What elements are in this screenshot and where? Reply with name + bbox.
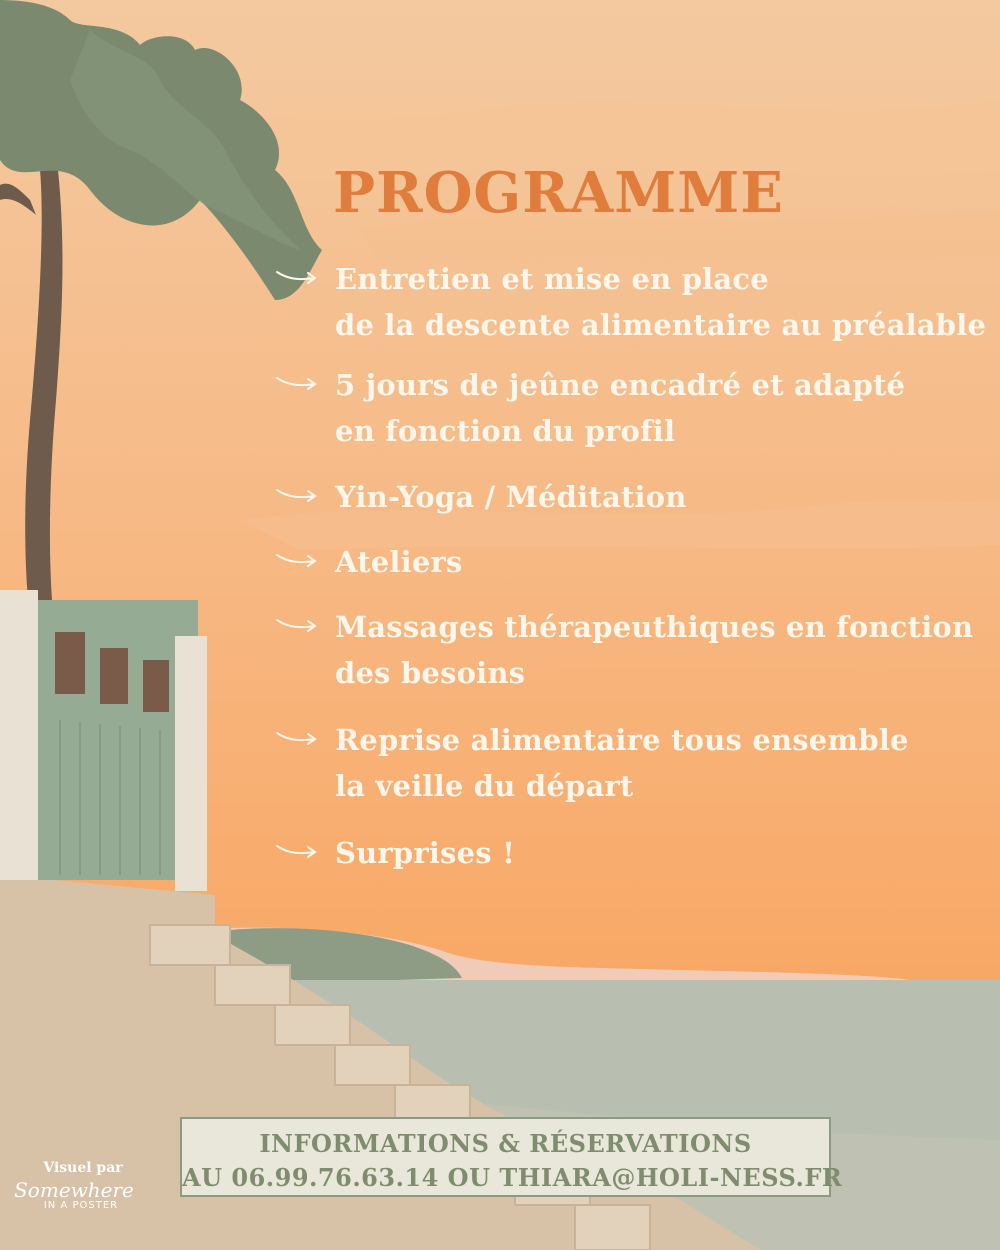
arrow-icon bbox=[275, 549, 319, 569]
arrow-icon bbox=[275, 840, 319, 860]
credit-logo-sub: IN A POSTER bbox=[43, 1200, 119, 1211]
program-item-line: Reprise alimentaire tous ensemble bbox=[335, 723, 909, 757]
program-item-line: en fonction du profil bbox=[335, 414, 676, 448]
program-item-line: la veille du départ bbox=[335, 769, 634, 803]
program-item-line: Entretien et mise en place bbox=[335, 262, 769, 296]
info-box bbox=[180, 1117, 843, 1197]
program-item-line: 5 jours de jeûne encadré et adapté bbox=[335, 368, 906, 402]
info-title: INFORMATIONS & RÉSERVATIONS bbox=[259, 1129, 752, 1158]
info-contact[interactable]: AU 06.99.76.63.14 OU THIARA@HOLI-NESS.FR bbox=[182, 1163, 843, 1192]
program-item-line: de la descente alimentaire au préalable bbox=[335, 308, 987, 342]
credit-by: Visuel par bbox=[43, 1160, 123, 1176]
credit bbox=[14, 1160, 134, 1211]
program-item-line: Yin-Yoga / Méditation bbox=[335, 480, 687, 514]
gate-icon bbox=[0, 590, 207, 891]
page-title: PROGRAMME bbox=[333, 160, 784, 226]
arrow-icon bbox=[275, 727, 319, 747]
program-item-line: Massages thérapeuthiques en fonction bbox=[335, 610, 974, 644]
arrow-icon bbox=[275, 266, 319, 286]
program-item-line: des besoins bbox=[335, 656, 526, 690]
arrow-icon bbox=[275, 614, 319, 634]
arrow-icon bbox=[275, 484, 319, 504]
sky-band bbox=[560, 660, 1000, 695]
credit-logo: Somewhere bbox=[14, 1178, 134, 1202]
arrow-icon bbox=[275, 372, 319, 392]
program-item-line: Surprises ! bbox=[335, 836, 516, 870]
program-item-line: Ateliers bbox=[335, 545, 463, 579]
